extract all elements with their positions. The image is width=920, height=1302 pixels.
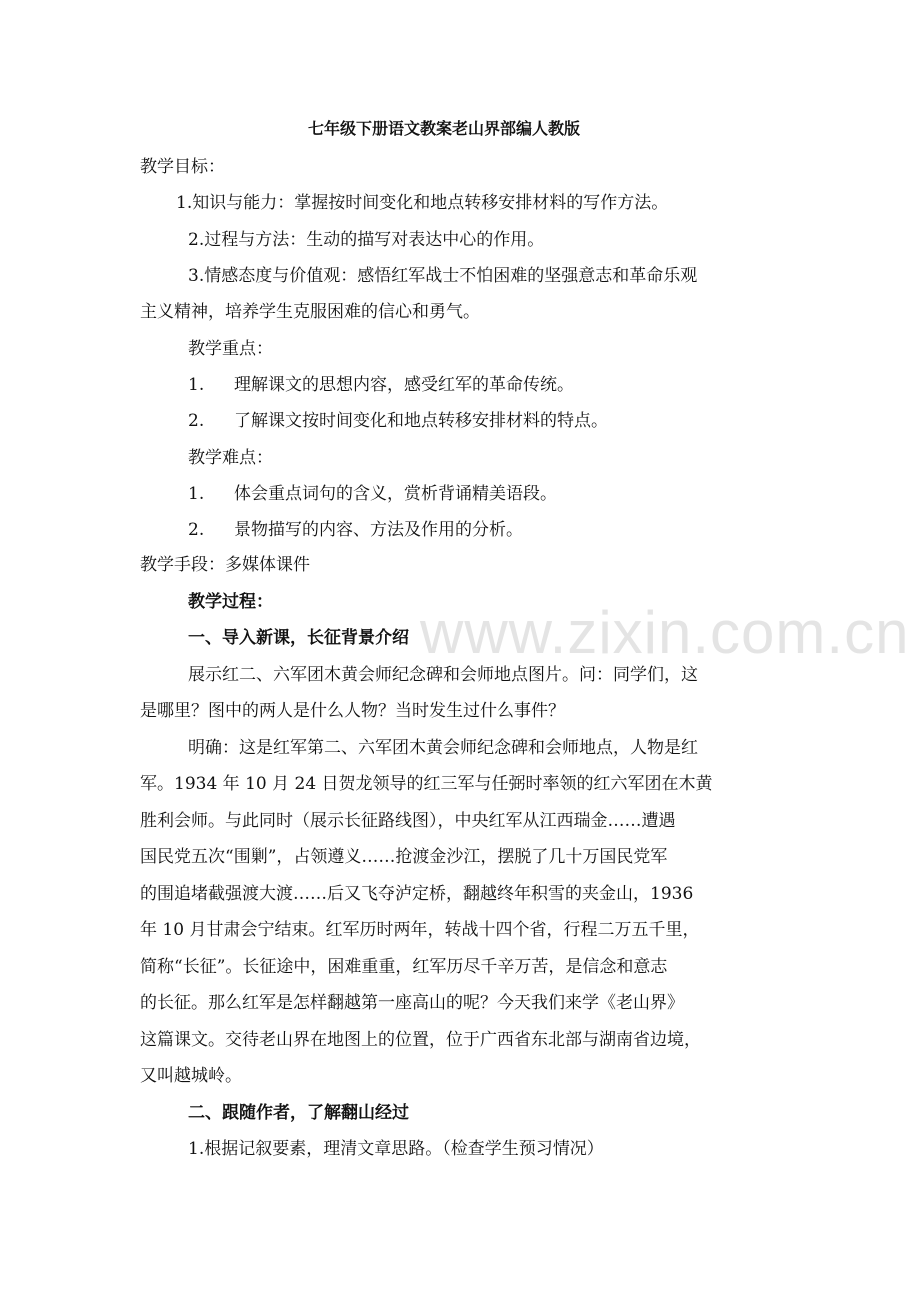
difficulties-heading: 教学难点： <box>188 448 273 468</box>
paragraph-1-line-1: 展示红二、六军团木黄会师纪念碑和会师地点图片。问：同学们，这 <box>188 665 698 685</box>
paragraph-2-line-8: 的长征。那么红军是怎样翻越第一座高山的呢？今天我们来学《老山界》 <box>140 993 684 1013</box>
paragraph-2-line-4: 国民党五次“围剿”，占领遵义……抢渡金沙江，摆脱了几十万国民党军 <box>140 847 668 867</box>
list-number: 1. <box>188 375 205 395</box>
paragraph-1-line-2: 是哪里？图中的两人是什么人物？当时发生过什么事件？ <box>140 701 565 721</box>
list-number: 2. <box>188 520 205 540</box>
section-1-heading: 一、导入新课，长征背景介绍 <box>188 628 409 648</box>
paragraph-2-line-5: 的围追堵截强渡大渡……后又飞夺泸定桥，翻越终年积雪的夹金山，1936 <box>140 884 694 904</box>
document-title: 七年级下册语文教案老山界部编人教版 <box>308 119 581 138</box>
paragraph-2-line-7: 简称“长征”。长征途中，困难重重，红军历尽千辛万苦，是信念和意志 <box>140 957 668 977</box>
goals-heading: 教学目标： <box>140 157 225 177</box>
paragraph-2-line-1: 明确：这是红军第二、六军团木黄会师纪念碑和会师地点，人物是红 <box>188 738 698 758</box>
teaching-means: 教学手段：多媒体课件 <box>140 555 310 575</box>
step-1: 1.根据记叙要素，理清文章思路。（检查学生预习情况） <box>188 1139 604 1159</box>
goal-3-line-2: 主义精神，培养学生克服困难的信心和勇气。 <box>140 302 480 322</box>
key-point-1 <box>188 373 574 397</box>
goal-2: 2.过程与方法：生动的描写对表达中心的作用。 <box>188 230 545 250</box>
key-points-heading: 教学重点： <box>188 339 273 359</box>
list-text: 理解课文的思想内容，感受红军的革命传统。 <box>234 375 574 395</box>
goal-3-line-1: 3.情感态度与价值观：感悟红军战士不怕困难的坚强意志和革命乐观 <box>188 266 698 286</box>
paragraph-2-line-9: 这篇课文。交待老山界在地图上的位置，位于广西省东北部与湖南省边境， <box>140 1030 701 1050</box>
paragraph-2-line-2: 军。1934 年 10 月 24 日贺龙领导的红三军与任弼时率领的红六军团在木黄 <box>140 774 713 794</box>
list-number: 2. <box>188 411 205 431</box>
paragraph-2-line-6: 年 10 月甘肃会宁结束。红军历时两年，转战十四个省，行程二万五千里， <box>140 920 700 940</box>
paragraph-2-line-10: 又叫越城岭。 <box>140 1066 242 1086</box>
paragraph-2-line-3: 胜利会师。与此同时（展示长征路线图），中央红军从江西瑞金……遭遇 <box>140 811 676 831</box>
list-text: 景物描写的内容、方法及作用的分析。 <box>234 520 523 540</box>
section-2-heading: 二、跟随作者，了解翻山经过 <box>188 1103 409 1123</box>
process-heading: 教学过程： <box>188 592 273 612</box>
difficulty-2 <box>188 518 523 542</box>
difficulty-1 <box>188 482 557 506</box>
list-text: 了解课文按时间变化和地点转移安排材料的特点。 <box>234 411 608 431</box>
key-point-2 <box>188 409 608 433</box>
goal-1: 1.知识与能力：掌握按时间变化和地点转移安排材料的写作方法。 <box>176 193 669 213</box>
list-text: 体会重点词句的含义，赏析背诵精美语段。 <box>234 484 557 504</box>
watermark: www.zixin.com.cn <box>420 599 910 666</box>
list-number: 1. <box>188 484 205 504</box>
